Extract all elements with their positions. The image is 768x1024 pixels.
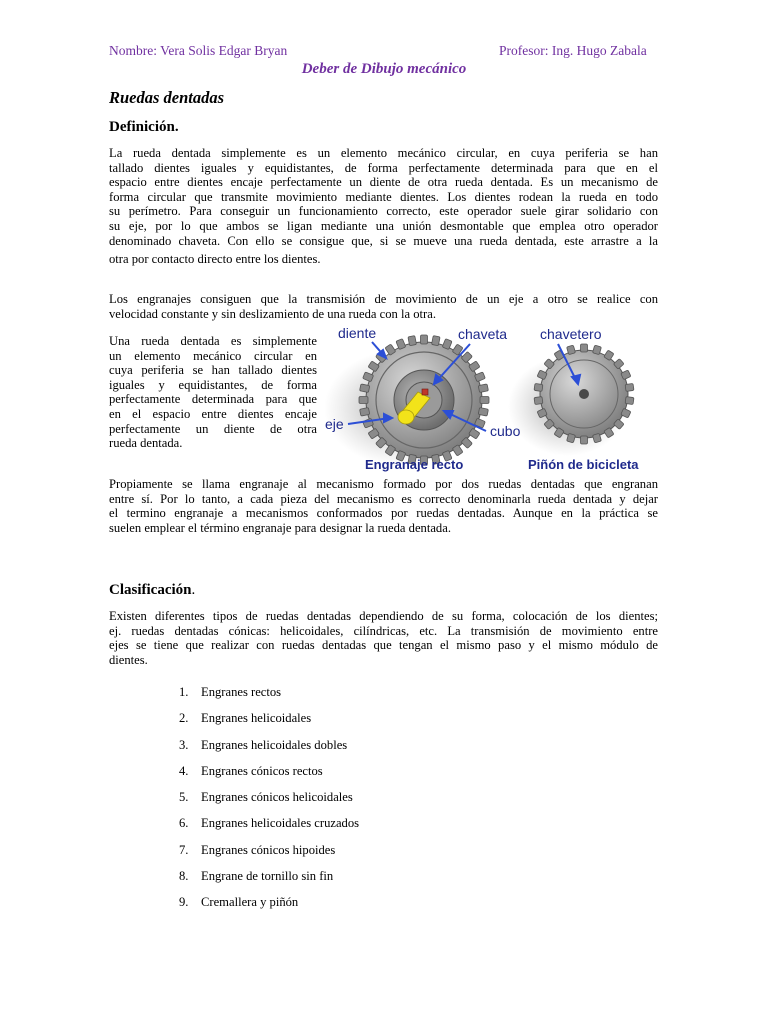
text-line: iguales y equidistantes, de forma [109, 377, 317, 392]
list-item [179, 711, 359, 737]
list-item [179, 764, 359, 790]
list-item [179, 685, 359, 711]
label-chaveta: chaveta [458, 326, 508, 342]
gear-tooth [431, 336, 440, 346]
text-line: suelen emplear el término engranaje para designar la rueda dentada. [109, 520, 451, 535]
gear-tooth [360, 407, 370, 416]
text-line: Una rueda dentada es simplemente [109, 334, 317, 348]
text-line: su perímetro. Para conseguir un funcionamiento correcto, este operador suele girar solidario con [109, 204, 658, 219]
definition-paragraph-1 [109, 146, 658, 267]
list-item [179, 738, 359, 764]
list-text: Engranes cónicos helicoidales [201, 790, 353, 805]
list-text: Engranes cónicos rectos [201, 763, 323, 778]
text-line: La rueda dentada simplemente es un elemento mecánico circular, en cuya periferia se han [109, 146, 658, 160]
text-line: perfectamente un diente de otra [109, 421, 317, 436]
label-cubo: cubo [490, 423, 521, 439]
gear-tooth [478, 384, 488, 393]
list-number: 9. [179, 895, 189, 910]
page-title: Ruedas dentadas [109, 88, 225, 107]
list-text: Engranes helicoidales dobles [201, 737, 348, 752]
bicycle-sprocket-icon [534, 344, 634, 444]
text-line: su eje, por lo que ambos se ligan mediante una unión desmontable que emplea otro operador [109, 218, 658, 233]
text-line: cuya periferia se han tallado dientes [109, 363, 317, 378]
gear-tooth [360, 384, 370, 393]
text-line: Existen diferentes tipos de ruedas dentadas dependiendo de su forma, colocación de los dientes; [109, 609, 658, 623]
list-item [179, 843, 359, 869]
list-item [179, 816, 359, 842]
assignment-title: Deber de Dibujo mecánico [301, 61, 467, 77]
gear-figure [322, 322, 666, 474]
list-number: 5. [179, 790, 189, 805]
definition-paragraph-4 [109, 477, 658, 535]
text-line: entre sí. Por lo tanto, a cada pieza del mecanismo es correcto denominarla rueda dentada y dejar [109, 491, 658, 506]
text-line: el termino engranaje a mecanismos conformados por ruedas dentadas. Aunque en la práctica se [109, 506, 658, 521]
definition-paragraph-2 [109, 292, 658, 321]
gear-tooth [478, 407, 488, 416]
gear-tooth [625, 383, 634, 391]
label-diente: diente [338, 325, 377, 341]
list-number: 2. [179, 711, 189, 726]
list-text: Engranes cónicos hipoides [201, 842, 336, 857]
text-line: forma circular que transmite movimiento mediante dientes. Los dientes rodean la rueda en todo [109, 189, 658, 204]
list-number: 3. [179, 737, 189, 752]
text-line: un elemento mecánico circular en [109, 348, 317, 363]
list-number: 4. [179, 763, 189, 778]
text-line: Los engranajes consiguen que la transmisión de movimiento de un eje a otro se realice con [109, 292, 658, 306]
label-chavetero: chavetero [540, 326, 602, 342]
text-line: espacio entre dientes encaje perfectamente un diente de otra rueda dentada. Es un mecanismo de [109, 175, 658, 190]
student-name: Nombre: Vera Solis Edgar Bryan [109, 43, 288, 58]
gear-tooth [625, 397, 634, 405]
list-item [179, 895, 359, 921]
text-line: perfectamente determinada para que [109, 392, 317, 407]
list-number: 7. [179, 842, 189, 857]
definition-heading: Definición. [109, 119, 179, 135]
gear-tooth [581, 344, 588, 352]
gear-tooth [421, 335, 428, 344]
text-line: denominado chaveta. Con ello se consigue que, si se mueve una rueda dentada, este arrastre a la [109, 233, 658, 248]
list-text: Engranes helicoidales [201, 711, 312, 726]
gear-tooth [581, 436, 588, 444]
classification-heading-text: Clasificación [109, 582, 192, 598]
text-line: ejes se tiene que realizar con ruedas dentadas que tengan el mismo paso y el mismo módulo de [109, 638, 658, 653]
gear-illustration [322, 322, 666, 474]
classification-heading [109, 581, 195, 599]
gear-tooth [480, 397, 489, 404]
text-line: tallado dientes iguales y equidistantes, de forma perfectamente determinada para que en el [109, 160, 658, 175]
gear-tooth [534, 383, 543, 391]
gear-tooth [534, 397, 543, 405]
gear-tooth [359, 397, 368, 404]
text-line: Propiamente se llama engranaje al mecanismo formado por dos ruedas dentadas que engranan [109, 477, 658, 491]
list-number: 1. [179, 685, 189, 699]
classification-heading-period: . [191, 582, 196, 598]
gear-types-list [179, 685, 359, 922]
list-item [179, 869, 359, 895]
list-number: 8. [179, 869, 189, 884]
label-eje: eje [325, 416, 344, 432]
professor-name: Profesor: Ing. Hugo Zabala [499, 43, 647, 58]
list-text: Engrane de tornillo sin fin [201, 869, 334, 884]
list-item [179, 790, 359, 816]
list-number: 6. [179, 816, 189, 831]
text-line: velocidad constante y sin deslizamiento de una rueda con la otra. [109, 306, 436, 321]
caption-engranaje-recto: Engranaje recto [365, 457, 464, 472]
text-line: dientes. [109, 652, 148, 667]
text-line: en el espacio entre dientes encaje [109, 406, 317, 421]
caption-pinon-bicicleta: Piñón de bicicleta [528, 457, 639, 472]
definition-paragraph-3 [109, 334, 317, 451]
text-line: otra por contacto directo entre los dientes. [109, 252, 321, 267]
list-text: Cremallera y piñón [201, 895, 299, 910]
text-line: rueda dentada. [109, 436, 183, 451]
gear-tooth [408, 336, 417, 346]
text-line: ej. ruedas dentadas cónicas: helicoidales, cilíndricas, etc. La transmisión de movimiento entre [109, 623, 658, 638]
list-text: Engranes helicoidales cruzados [201, 816, 360, 831]
list-text: Engranes rectos [201, 685, 282, 699]
classification-paragraph [109, 609, 658, 667]
